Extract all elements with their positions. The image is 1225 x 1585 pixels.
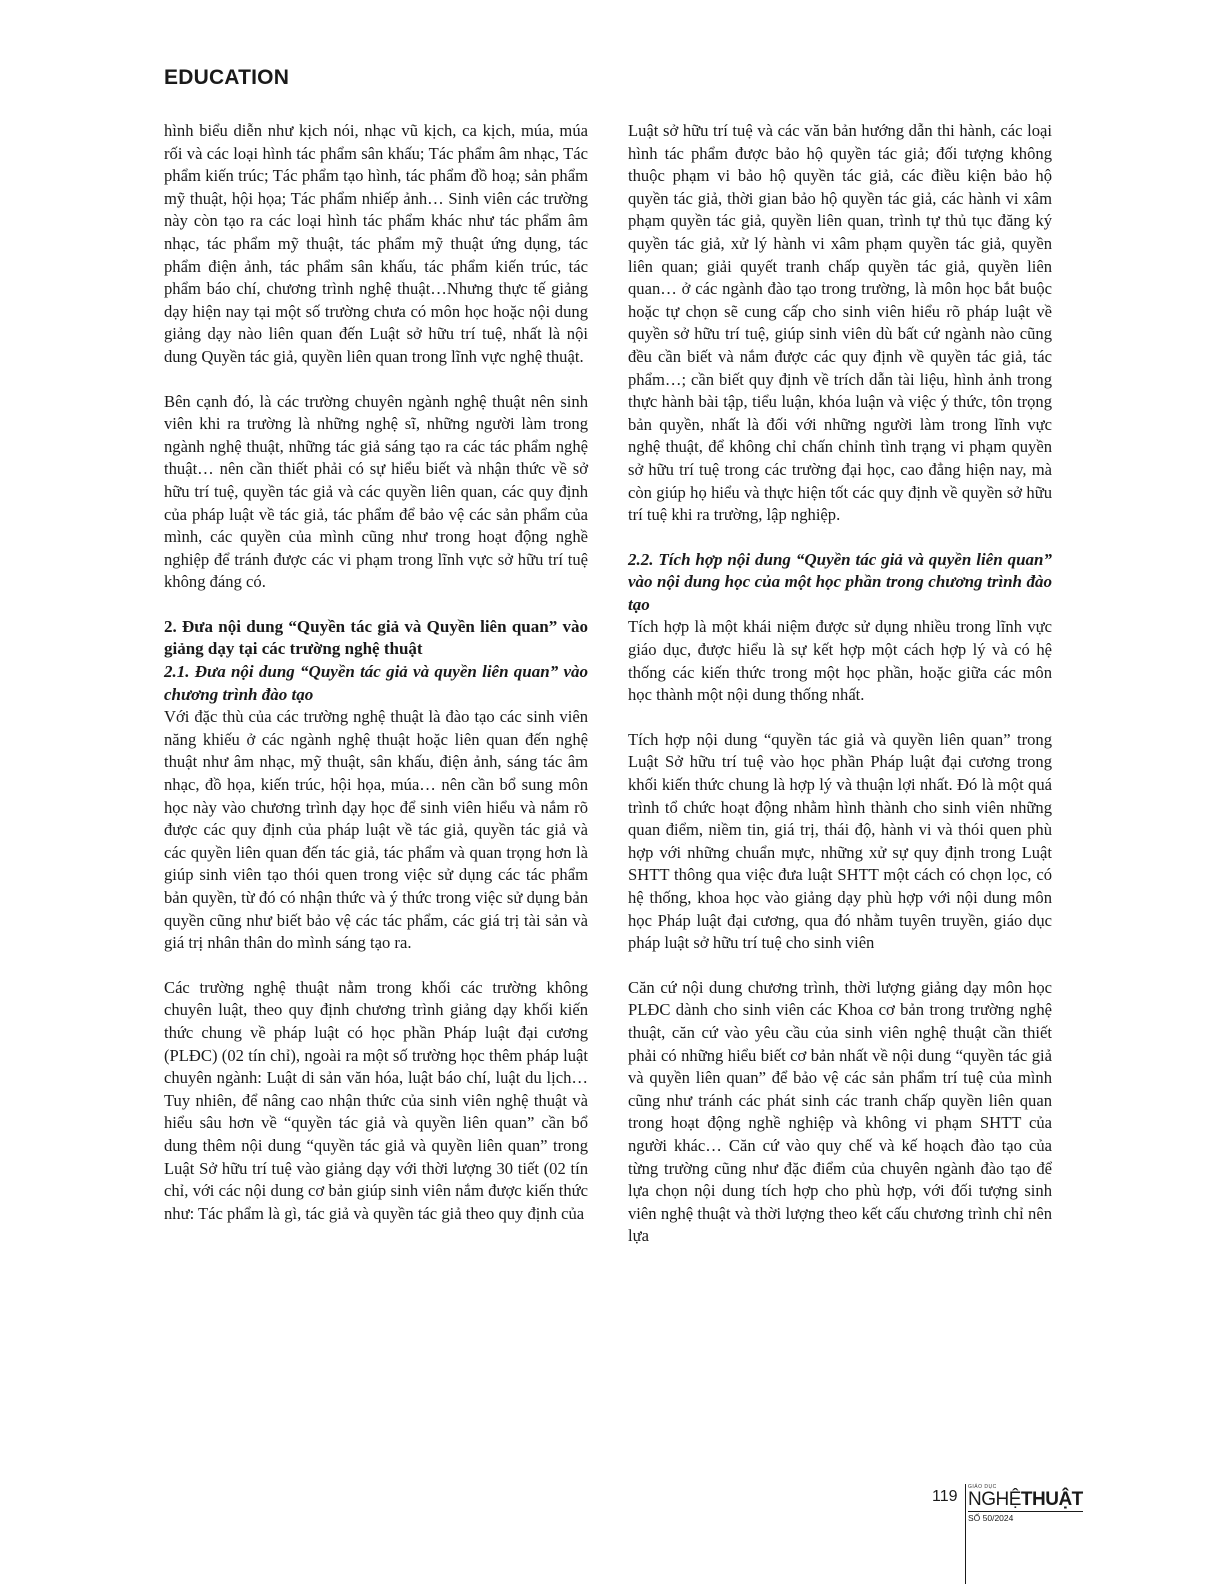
magazine-logo [968,1484,1083,1524]
subsection-heading: 2.1. Đưa nội dung “Quyền tác giả và quyền liên quan” vào chương trình đào tạo [164,662,588,704]
paragraph: Căn cứ nội dung chương trình, thời lượng giảng dạy môn học PLĐC dành cho sinh viên các Khoa cơ bản trong trường nghệ thuật, căn cứ vào yêu cầu của sinh viên nghệ thuật cần thiết phải có những hiểu biết cơ bản nhất về nội dung “quyền tác giả và quyền liên quan” để bảo vệ các sản phẩm trí tuệ của mình cũng như tránh các phát sinh các tranh chấp quyền liên quan trong hoạt động nghề nghiệp và không vi phạm SHTT của người khác… Căn cứ vào quy chế và kế hoạch đào tạo của từng trường cũng như đặc điểm của chuyên ngành đào tạo để lựa chọn nội dung tích hợp cho phù hợp, với đối tượng sinh viên nghệ thuật và thời lượng theo kết cấu chương trình chỉ nên lựa [628,977,1052,1246]
footer-divider [965,1484,966,1584]
right-column [628,120,1052,1248]
logo-nghe: NGHỆ [968,1489,1021,1510]
paragraph: Với đặc thù của các trường nghệ thuật là đào tạo các sinh viên năng khiếu ở các ngành nghệ thuật hoặc liên quan đến nghệ thuật như âm nhạc, mỹ thuật, sân khấu, điện ảnh, sáng tác âm nhạc, đồ họa, kiến trúc, hội họa, múa… nên cần bổ sung môn học này vào chương trình dạy học để sinh viên hiểu và nắm rõ được các quy định của pháp luật về tác giả, quyền tác giả và các quyền liên quan đến tác giả, tác phẩm và quan trọng hơn là giúp sinh viên tạo thói quen trong việc sử dụng các tác phẩm bản quyền, từ đó có nhận thức và ý thức trong việc sử dụng bản quyền cũng như biết bảo vệ các tác phẩm, các giá trị tài sản và giá trị nhân thân do mình sáng tạo ra. [164,707,588,953]
paragraph: hình biểu diễn như kịch nói, nhạc vũ kịch, ca kịch, múa, múa rối và các loại hình tác phẩm sân khấu; Tác phẩm âm nhạc, Tác phẩm kiến trúc; Tác phẩm tạo hình, tác phẩm đồ hoạ; sản phẩm mỹ thuật, hội họa; Tác phẩm nhiếp ảnh… Sinh viên các trường này còn tạo ra các loại hình tác phẩm khác như tác phẩm âm nhạc, tác phẩm mỹ thuật, tác phẩm mỹ thuật ứng dụng, tác phẩm điện ảnh, tác phẩm sân khấu, tác phẩm kiến trúc, tác phẩm báo chí, chương trình nghệ thuật…Nhưng thực tế giảng dạy hiện nay tại một số trường chưa có môn học hoặc nội dung giảng dạy nào liên quan đến Luật sở hữu trí tuệ, nhất là nội dung Quyền tác giả, quyền liên quan trong lĩnh vực nghệ thuật. [164,121,588,366]
left-column [164,120,588,1225]
section-heading: 2. Đưa nội dung “Quyền tác giả và Quyền liên quan” vào giảng dạy tại các trường nghệ thuật [164,616,588,659]
subsection-heading: 2.2. Tích hợp nội dung “Quyền tác giả và quyền liên quan” vào nội dung học của một học phần trong chương trình đào tạo [628,549,1052,614]
paragraph: Tích hợp là một khái niệm được sử dụng nhiều trong lĩnh vực giáo dục, được hiểu là sự kết hợp một cách hợp lý và có hệ thống các kiến thức trong một học phần, hoặc giữa các môn học thành một nội dung thống nhất. [628,617,1052,705]
issue-number: SỐ 50/2024 [968,1511,1083,1524]
paragraph: Luật sở hữu trí tuệ và các văn bản hướng dẫn thi hành, các loại hình tác phẩm được bảo hộ quyền tác giả; đối tượng không thuộc phạm vi bảo hộ quyền tác giả, các điều kiện bảo hộ quyền tác giả, thời gian bảo hộ quyền tác giả, các hành vi xâm phạm quyền tác giả, quyền liên quan, trình tự thủ tục đăng ký quyền tác giả, xử lý hành vi xâm phạm quyền tác giả, quyền liên quan; giải quyết tranh chấp quyền tác giả, quyền liên quan… ở các ngành đào tạo trong trường, là môn học bắt buộc hoặc tự chọn sẽ cung cấp cho sinh viên hiểu rõ pháp luật về quyền sở hữu trí tuệ, giúp sinh viên dù bất cứ ngành nào cũng đều cần biết và nắm được các quy định về quyền tác giả, tác phẩm…; cần biết quy định về trích dẫn tài liệu, hình ảnh trong thực hành bài tập, tiểu luận, khóa luận và việc ý thức, tôn trọng bản quyền, nhất là đối với những người làm trong lĩnh vực nghệ thuật, để không chỉ chấn chỉnh tình trạng vi phạm quyền sở hữu trí tuệ trong các trường đại học, cao đẳng hiện nay, mà còn giúp họ hiểu và thực hiện tốt các quy định về quyền sở hữu trí tuệ khi ra trường, lập nghiệp. [628,121,1052,525]
paragraph: Bên cạnh đó, là các trường chuyên ngành nghệ thuật nên sinh viên khi ra trường là những nghệ sĩ, những người làm trong ngành nghệ thuật, những tác giả sáng tạo ra các tác phẩm nghệ thuật… nên cần thiết phải có sự hiểu biết và nhận thức về sở hữu trí tuệ, quyền tác giả và các quyền liên quan, các quy định của pháp luật về tác giả, tác phẩm để bảo vệ các sản phẩm của mình, các quyền của mình cũng như trong hoạt động nghề nghiệp để tránh được các vi phạm trong lĩnh vực sở hữu trí tuệ không đáng có. [164,391,588,592]
page-number: 119 [932,1488,958,1505]
paragraph: Tích hợp nội dung “quyền tác giả và quyền liên quan” trong Luật Sở hữu trí tuệ vào học phần Pháp luật đại cương trong khối kiến thức chung là hợp lý và thuận lợi nhất. Đó là một quá trình tổ chức hoạt động nhằm hình thành cho sinh viên những quan điểm, niềm tin, giá trị, thái độ, hành vi và thói quen phù hợp với những chuẩn mực, những xử sự quy định trong Luật SHTT thông qua việc đưa luật SHTT một cách có chọn lọc, có hệ thống, khoa học vào giảng dạy phù hợp với nội dung môn học Pháp luật đại cương, qua đó nhằm tuyên truyền, giáo dục pháp luật sở hữu trí tuệ cho sinh viên [628,729,1052,953]
logo-thuat: THUẬT [1020,1489,1083,1510]
paragraph: Các trường nghệ thuật nằm trong khối các trường không chuyên luật, theo quy định chương trình giảng dạy khối kiến thức chung về pháp luật có học phần Pháp luật đại cương (PLĐC) (02 tín chỉ), ngoài ra một số trường học thêm pháp luật chuyên ngành: Luật di sản văn hóa, luật báo chí, luật du lịch… Tuy nhiên, để nâng cao nhận thức của sinh viên nghệ thuật và hiểu sâu hơn về “quyền tác giả và quyền liên quan” cần bổ dung thêm nội dung “quyền tác giả và quyền liên quan” trong Luật Sở hữu trí tuệ vào giảng dạy với thời lượng 30 tiết (02 tín chỉ, với các nội dung cơ bản giúp sinh viên nắm được kiến thức như: Tác phẩm là gì, tác giả và quyền tác giả theo quy định của [164,977,588,1223]
logo-main-text [968,1489,1083,1510]
section-label: EDUCATION [164,66,290,89]
logo-small-text: GIÁO DỤC [968,1484,997,1490]
